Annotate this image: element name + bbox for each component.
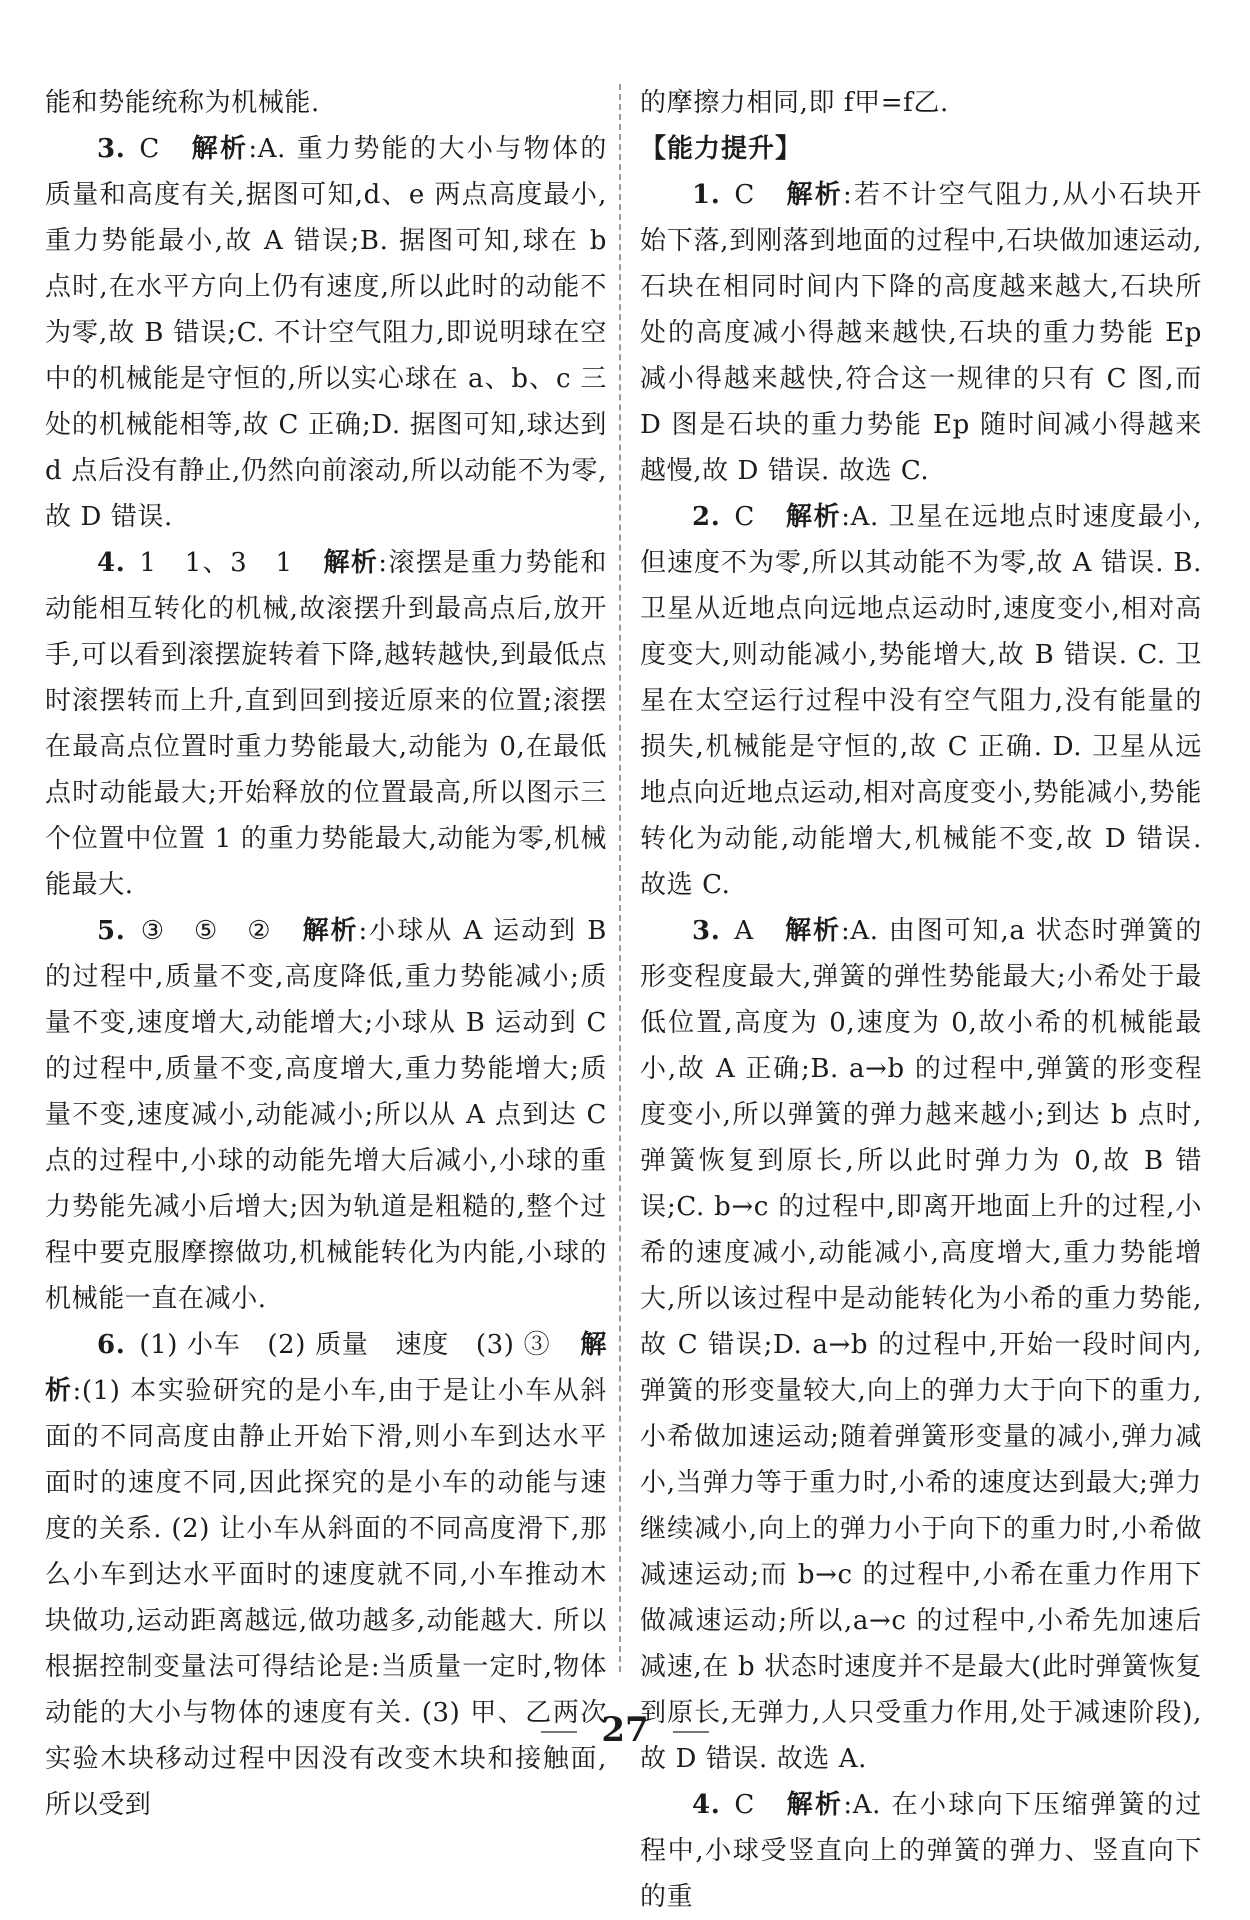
right-continuation: 的摩擦力相同,即 f甲=f乙.: [640, 88, 949, 118]
item-number: 4.: [97, 548, 126, 578]
item-number: 1.: [692, 180, 721, 210]
item-number: 4.: [692, 1790, 721, 1820]
answer-item-4-right: [640, 1782, 1202, 1920]
item-number: 3.: [97, 134, 126, 164]
analysis-label: 解析: [322, 548, 379, 578]
answer-item-4: [45, 540, 607, 908]
answer-item-2: [640, 494, 1202, 908]
column-divider: [619, 84, 621, 1672]
answer-item-6: [45, 1322, 607, 1828]
analysis-text: :(1) 本实验研究的是小车,由于是让小车从斜面的不同高度由静止开始下滑,则小车到达水平面时的速度不同,因此探究的是小车的动能与速度的关系. (2) 让小车从斜面的不同高度滑下,那么小车到达水平面时的速度就不同,小车推动木块做功,运动距离越远,做功越多,动能越大. 所以根据控制变量法可得结论是:当质量一定时,物体动能的大小与物体的速度有关. (3) 甲、乙两次实验木块移动过程中因没有改变木块和接触面,所以受到: [45, 1376, 607, 1820]
item-answer: C: [139, 134, 160, 164]
analysis-label: 解析: [784, 1790, 844, 1820]
answer-item-5: [45, 908, 607, 1322]
analysis-text: :A. 由图可知,a 状态时弹簧的形变程度最大,弹簧的弹性势能最大;小希处于最低位置,高度为 0,速度为 0,故小希的机械能最小,故 A 正确;B. a→b 的过程中,弹簧的形变程度变小,所以弹簧的弹力越来越小;到达 b 点时,弹簧恢复到原长,所以此时弹力为 0,故 B 错误;C. b→c 的过程中,即离开地面上升的过程,小希的速度减小,动能减小,高度增大,重力势能增大,所以该过程中是动能转化为小希的重力势能,故 C 错误;D. a→b 的过程中,开始一段时间内,弹簧的形变量较大,向上的弹力大于向下的重力,小希做加速运动;随着弹簧形变量的减小,弹力减小,当弹力等于重力时,小希的速度达到最大;弹力继续减小,向上的弹力小于向下的重力时,小希做减速运动;而 b→c 的过程中,小希在重力作用下做减速运动;所以,a→c 的过程中,小希先加速后减速,在 b 状态时速度并不是最大(此时弹簧恢复到原长,无弹力,人只受重力作用,处于减速阶段),故 D 错误. 故选 A.: [640, 916, 1203, 1774]
item-number: 3.: [692, 916, 721, 946]
item-number: 5.: [97, 916, 126, 946]
analysis-text: :A. 在小球向下压缩弹簧的过程中,小球受竖直向上的弹簧的弹力、竖直向下的重: [640, 1790, 1202, 1912]
analysis-text: :小球从 A 运动到 B 的过程中,质量不变,高度降低,重力势能减小;质量不变,速度增大,动能增大;小球从 B 运动到 C 的过程中,质量不变,高度增大,重力势能增大;质量不变,速度减小,动能减小;所以从 A 点到达 C 点的过程中,小球的动能先增大后减小,小球的重力势能先减小后增大;因为轨道是粗糙的,整个过程中要克服摩擦做功,机械能转化为内能,小球的机械能一直在减小.: [45, 916, 607, 1314]
page-number: 27: [0, 1710, 1250, 1750]
item-answer: C: [734, 180, 755, 210]
item-number: 6.: [97, 1330, 126, 1360]
answer-item-3-right: [640, 908, 1202, 1782]
item-answer: ③ ⑤ ②: [139, 916, 273, 946]
item-answer: A: [734, 916, 754, 946]
item-number: 2.: [692, 502, 721, 532]
analysis-text: :滚摆是重力势能和动能相互转化的机械,故滚摆升到最高点后,放开手,可以看到滚摆旋转着下降,越转越快,到最低点时滚摆转而上升,直到回到接近原来的位置;滚摆在最高点位置时重力势能最大,动能为 0,在最低点时动能最大;开始释放的位置最高,所以图示三个位置中位置 1 的重力势能最大,动能为零,机械能最大.: [45, 548, 607, 900]
analysis-label: 解析: [302, 916, 359, 946]
left-column: [45, 80, 607, 1828]
left-continuation: 能和势能统称为机械能.: [45, 88, 320, 118]
answer-item-3: [45, 126, 607, 540]
analysis-label: 解析: [189, 134, 249, 164]
analysis-text: :A. 卫星在远地点时速度最小,但速度不为零,所以其动能不为零,故 A 错误. B. 卫星从近地点向远地点运动时,速度变小,相对高度变大,则动能减小,势能增大,故 B 错误. C. 卫星在太空运行过程中没有空气阻力,没有能量的损失,机械能是守恒的,故 C 正确. D. 卫星从远地点向近地点运动,相对高度变小,势能减小,势能转化为动能,动能增大,机械能不变,故 D 错误. 故选 C.: [640, 502, 1202, 900]
item-answer: C: [734, 502, 755, 532]
analysis-label: 解析: [784, 180, 844, 210]
item-answer: C: [734, 1790, 755, 1820]
answer-item-1: [640, 172, 1202, 494]
analysis-label: 解析: [783, 916, 841, 946]
analysis-text: :A. 重力势能的大小与物体的质量和高度有关,据图可知,d、e 两点高度最小,重力势能最小,故 A 错误;B. 据图可知,球在 b 点时,在水平方向上仍有速度,所以此时的动能不为零,故 B 错误;C. 不计空气阻力,即说明球在空中的机械能是守恒的,所以实心球在 a、b、c 三处的机械能相等,故 C 正确;D. 据图可知,球达到 d 点后没有静止,仍然向前滚动,所以动能不为零,故 D 错误.: [45, 134, 607, 532]
analysis-text: :若不计空气阻力,从小石块开始下落,到刚落到地面的过程中,石块做加速运动,石块在相同时间内下降的高度越来越大,石块所处的高度减小得越来越快,石块的重力势能 Ep 减小得越来越快,符合这一规律的只有 C 图,而 D 图是石块的重力势能 Ep 随时间减小得越来越慢,故 D 错误. 故选 C.: [640, 180, 1202, 486]
analysis-label: 解析: [45, 1330, 607, 1406]
analysis-label: 解析: [784, 502, 842, 532]
right-column: [640, 80, 1202, 1920]
item-answer: 1 1、3 1: [139, 548, 293, 578]
section-title: 【能力提升】: [640, 134, 803, 164]
item-answer: (1) 小车 (2) 质量 速度 (3) ③: [139, 1330, 551, 1360]
